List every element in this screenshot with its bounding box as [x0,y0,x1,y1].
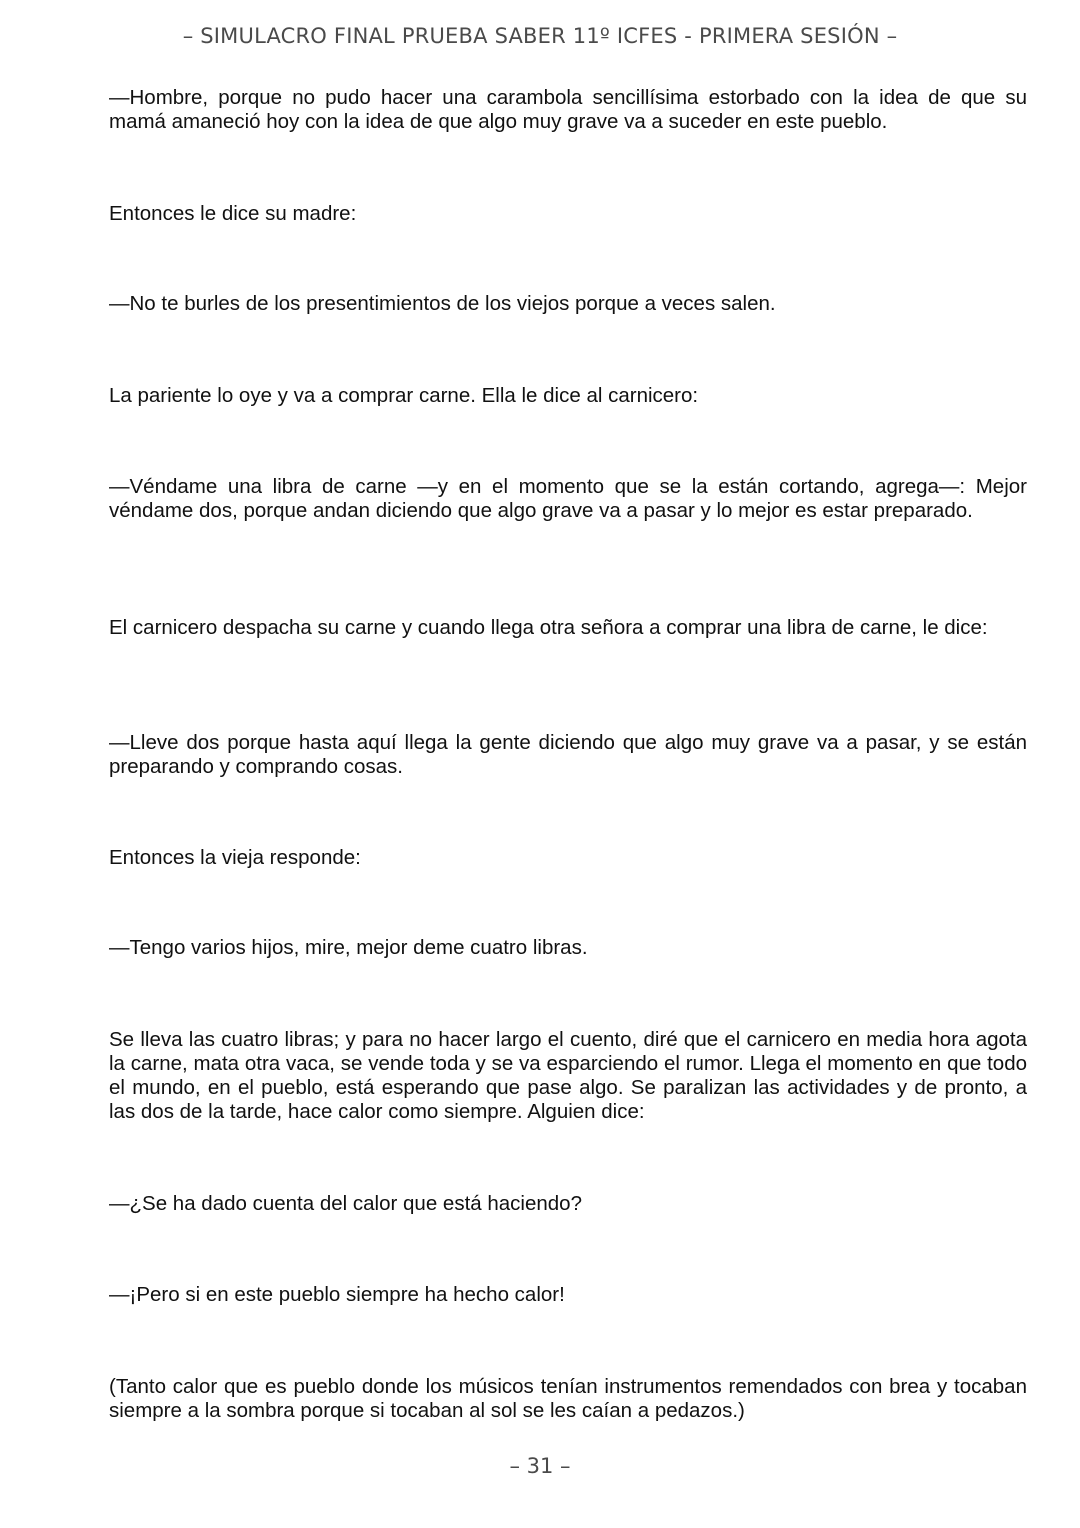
paragraph: —Véndame una libra de carne —y en el momento que se la están cortando, agrega—: Mejor véndame dos, porque andan diciendo que algo grave va a pasar y lo mejor es estar preparado. [109,475,1027,522]
paragraph: —No te burles de los presentimientos de los viejos porque a veces salen. [109,292,776,315]
paragraph: (Tanto calor que es pueblo donde los músicos tenían instrumentos remendados con brea y tocaban siempre a la sombra porque si tocaban al sol se les caían a pedazos.) [109,1375,1027,1422]
paragraph: La pariente lo oye y va a comprar carne. Ella le dice al carnicero: [109,384,699,407]
paragraph: —Tengo varios hijos, mire, mejor deme cuatro libras. [109,936,588,959]
paragraph: —Lleve dos porque hasta aquí llega la gente diciendo que algo muy grave va a pasar, y se están preparando y comprando cosas. [109,731,1027,778]
paragraph: El carnicero despacha su carne y cuando llega otra señora a comprar una libra de carne, le dice: [109,616,988,639]
paragraph: Se lleva las cuatro libras; y para no hacer largo el cuento, diré que el carnicero en media hora agota la carne, mata otra vaca, se vende toda y se va esparciendo el rumor. Llega el momento en que todo el mundo, en el pueblo, está esperando que pase algo. Se paralizan las actividades y de pronto, a las dos de la tarde, hace calor como siempre. Alguien dice: [109,1028,1027,1123]
page-header: – SIMULACRO FINAL PRUEBA SABER 11º ICFES - PRIMERA SESIÓN – [182,24,898,48]
page-number: – 31 – [509,1454,571,1478]
paragraph: Entonces le dice su madre: [109,202,357,225]
paragraph: —Hombre, porque no pudo hacer una carambola sencillísima estorbado con la idea de que su mamá amaneció hoy con la idea de que algo muy grave va a suceder en este pueblo. [109,86,1027,133]
paragraph: —¿Se ha dado cuenta del calor que está haciendo? [109,1192,582,1215]
paragraph: Entonces la vieja responde: [109,846,361,869]
paragraph: —¡Pero si en este pueblo siempre ha hecho calor! [109,1283,565,1306]
